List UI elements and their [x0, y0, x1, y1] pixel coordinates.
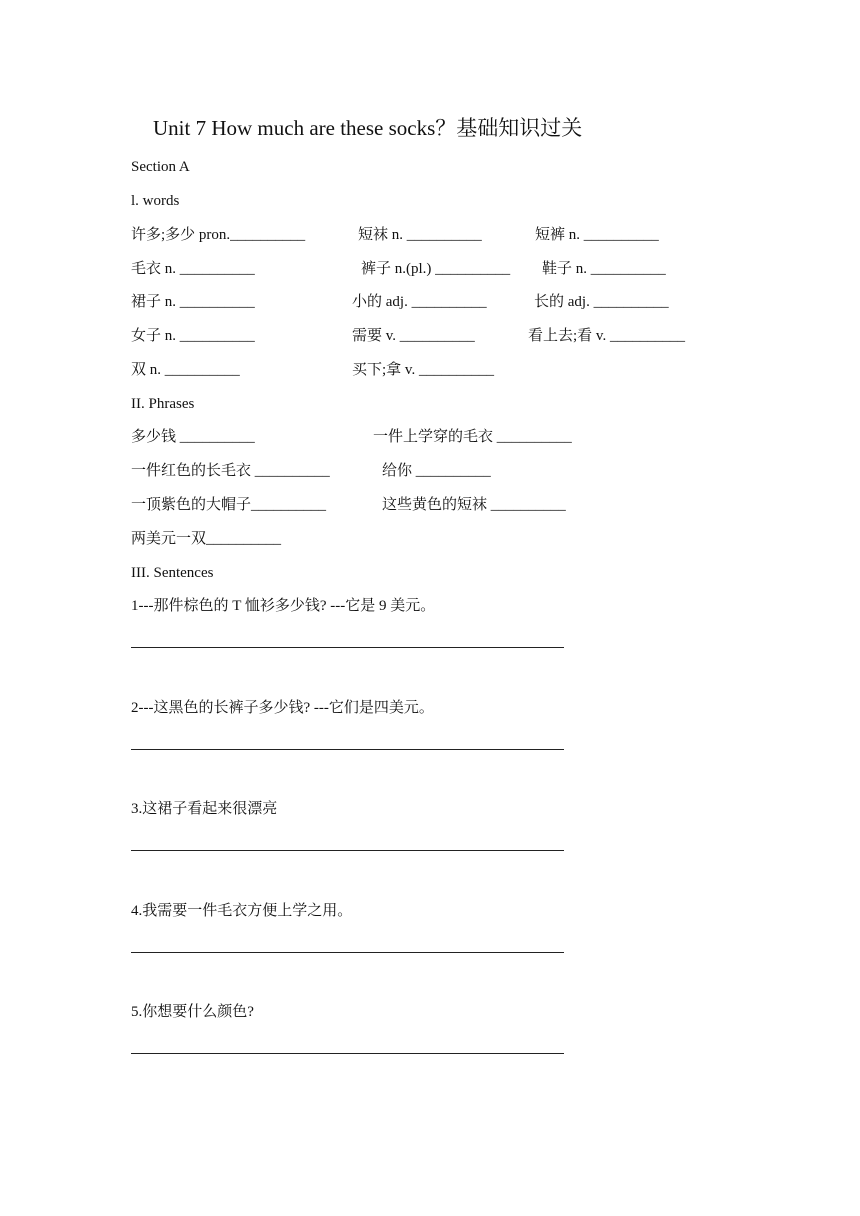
phrase-item: 一件红色的长毛衣 __________ [131, 463, 330, 479]
answer-line [131, 850, 564, 851]
answer-line [131, 749, 564, 750]
phrase-item: 多少钱 __________ [131, 429, 255, 445]
words-heading: l. words [131, 193, 180, 209]
word-item: 买下;拿 v. __________ [352, 362, 494, 378]
phrase-item: 一顶紫色的大帽子__________ [131, 497, 327, 513]
sentences-heading: III. Sentences [131, 565, 214, 581]
word-item: 女子 n. __________ [131, 328, 255, 344]
word-item: 短袜 n. __________ [358, 227, 482, 243]
answer-line [131, 647, 564, 648]
sentence-prompt: 2---这黑色的长裤子多少钱? ---它们是四美元。 [131, 700, 434, 716]
phrase-item: 两美元一双__________ [131, 531, 282, 547]
word-item: 小的 adj. __________ [352, 294, 487, 310]
phrase-item: 这些黄色的短袜 __________ [382, 497, 566, 513]
phrases-heading: II. Phrases [131, 396, 195, 412]
answer-line [131, 952, 564, 953]
word-item: 许多;多少 pron.__________ [131, 227, 306, 243]
answer-line [131, 1053, 564, 1054]
section-label: Section A [131, 159, 190, 175]
sentence-prompt: 1---那件棕色的 T 恤衫多少钱? ---它是 9 美元。 [131, 598, 436, 614]
page-title: Unit 7 How much are these socks？基础知识过关 [153, 116, 583, 140]
word-item: 看上去;看 v. __________ [528, 328, 685, 344]
word-item: 短裤 n. __________ [535, 227, 659, 243]
word-item: 需要 v. __________ [352, 328, 475, 344]
sentence-prompt: 4.我需要一件毛衣方便上学之用。 [131, 903, 353, 919]
sentence-prompt: 5.你想要什么颜色? [131, 1004, 254, 1020]
word-item: 鞋子 n. __________ [542, 261, 666, 277]
phrase-item: 一件上学穿的毛衣 __________ [373, 429, 572, 445]
word-item: 裙子 n. __________ [131, 294, 255, 310]
sentence-prompt: 3.这裙子看起来很漂亮 [131, 801, 278, 817]
word-item: 毛衣 n. __________ [131, 261, 255, 277]
word-item: 裤子 n.(pl.) __________ [361, 261, 511, 277]
phrase-item: 给你 __________ [382, 463, 491, 479]
word-item: 双 n. __________ [131, 362, 240, 378]
word-item: 长的 adj. __________ [534, 294, 669, 310]
